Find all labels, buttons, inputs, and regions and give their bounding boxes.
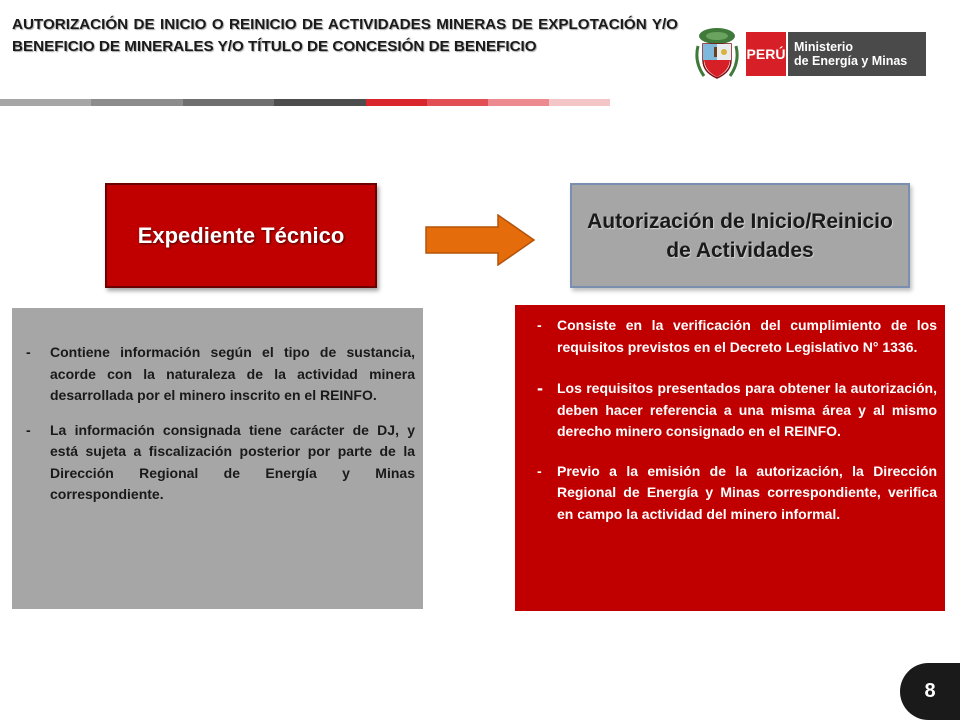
stripe-segment	[0, 99, 91, 106]
stripe-segment	[183, 99, 274, 106]
stripe-segment	[366, 99, 427, 106]
flow-arrow-icon	[424, 214, 536, 266]
left-bullet-1	[26, 342, 415, 407]
bullet-dash: -	[26, 344, 31, 360]
right-bullet-2-text: Los requisitos presentados para obtener la autorización, deben hacer referencia a una misma área y al mismo derecho minero consignado en el REINFO.	[557, 380, 937, 439]
ministry-line1: Ministerio	[794, 40, 854, 54]
left-info-panel	[12, 308, 423, 609]
bullet-dash: -	[537, 378, 543, 398]
slide-title: AUTORIZACIÓN DE INICIO O REINICIO DE ACTIVIDADES MINERAS DE EXPLOTACIÓN Y/O BENEFICIO DE MINERALES Y/O TÍTULO DE CONCESIÓN DE BENEFICIO	[12, 16, 678, 55]
coat-of-arms-icon	[694, 24, 740, 82]
left-bullet-2-text: La información consignada tiene carácter de DJ, y está sujeta a fiscalización posterior por parte de la Dirección Regional de Energía y Minas correspondiente.	[50, 421, 415, 502]
ministry-logo	[694, 24, 932, 82]
stripe-segment	[549, 99, 610, 106]
stripe-segment	[91, 99, 183, 106]
expediente-tecnico-box: Expediente Técnico	[105, 183, 377, 288]
right-bullet-3	[525, 461, 937, 526]
bullet-dash: -	[537, 462, 542, 479]
right-bullet-2	[525, 378, 937, 443]
stripe-segment	[427, 99, 488, 106]
page-number: 8	[900, 663, 960, 720]
autorizacion-box: Autorización de Inicio/Reinicio de Actividades	[570, 183, 910, 288]
ministry-name	[788, 32, 926, 76]
right-info-panel	[515, 305, 945, 611]
left-bullet-2	[26, 420, 415, 506]
stripe-segment	[274, 99, 366, 106]
ministry-line2: de Energía y Minas	[794, 54, 908, 68]
peru-badge: PERÚ	[746, 32, 786, 76]
right-bullet-1-text: Consiste en la verificación del cumplimiento de los requisitos previstos en el Decreto Legislativo N° 1336.	[557, 317, 937, 355]
right-bullet-3-text: Previo a la emisión de la autorización, la Dirección Regional de Energía y Minas correspondiente, verifica en campo la actividad del minero informal.	[557, 462, 937, 522]
right-bullet-1	[525, 315, 937, 358]
bullet-dash: -	[26, 421, 31, 438]
bullet-dash: -	[537, 317, 542, 333]
stripe-segment	[488, 99, 549, 106]
left-bullet-1-text: Contiene información según el tipo de sustancia, acorde con la naturaleza de la actividad minera desarrollada por el minero inscrito en el REINFO.	[50, 344, 415, 403]
